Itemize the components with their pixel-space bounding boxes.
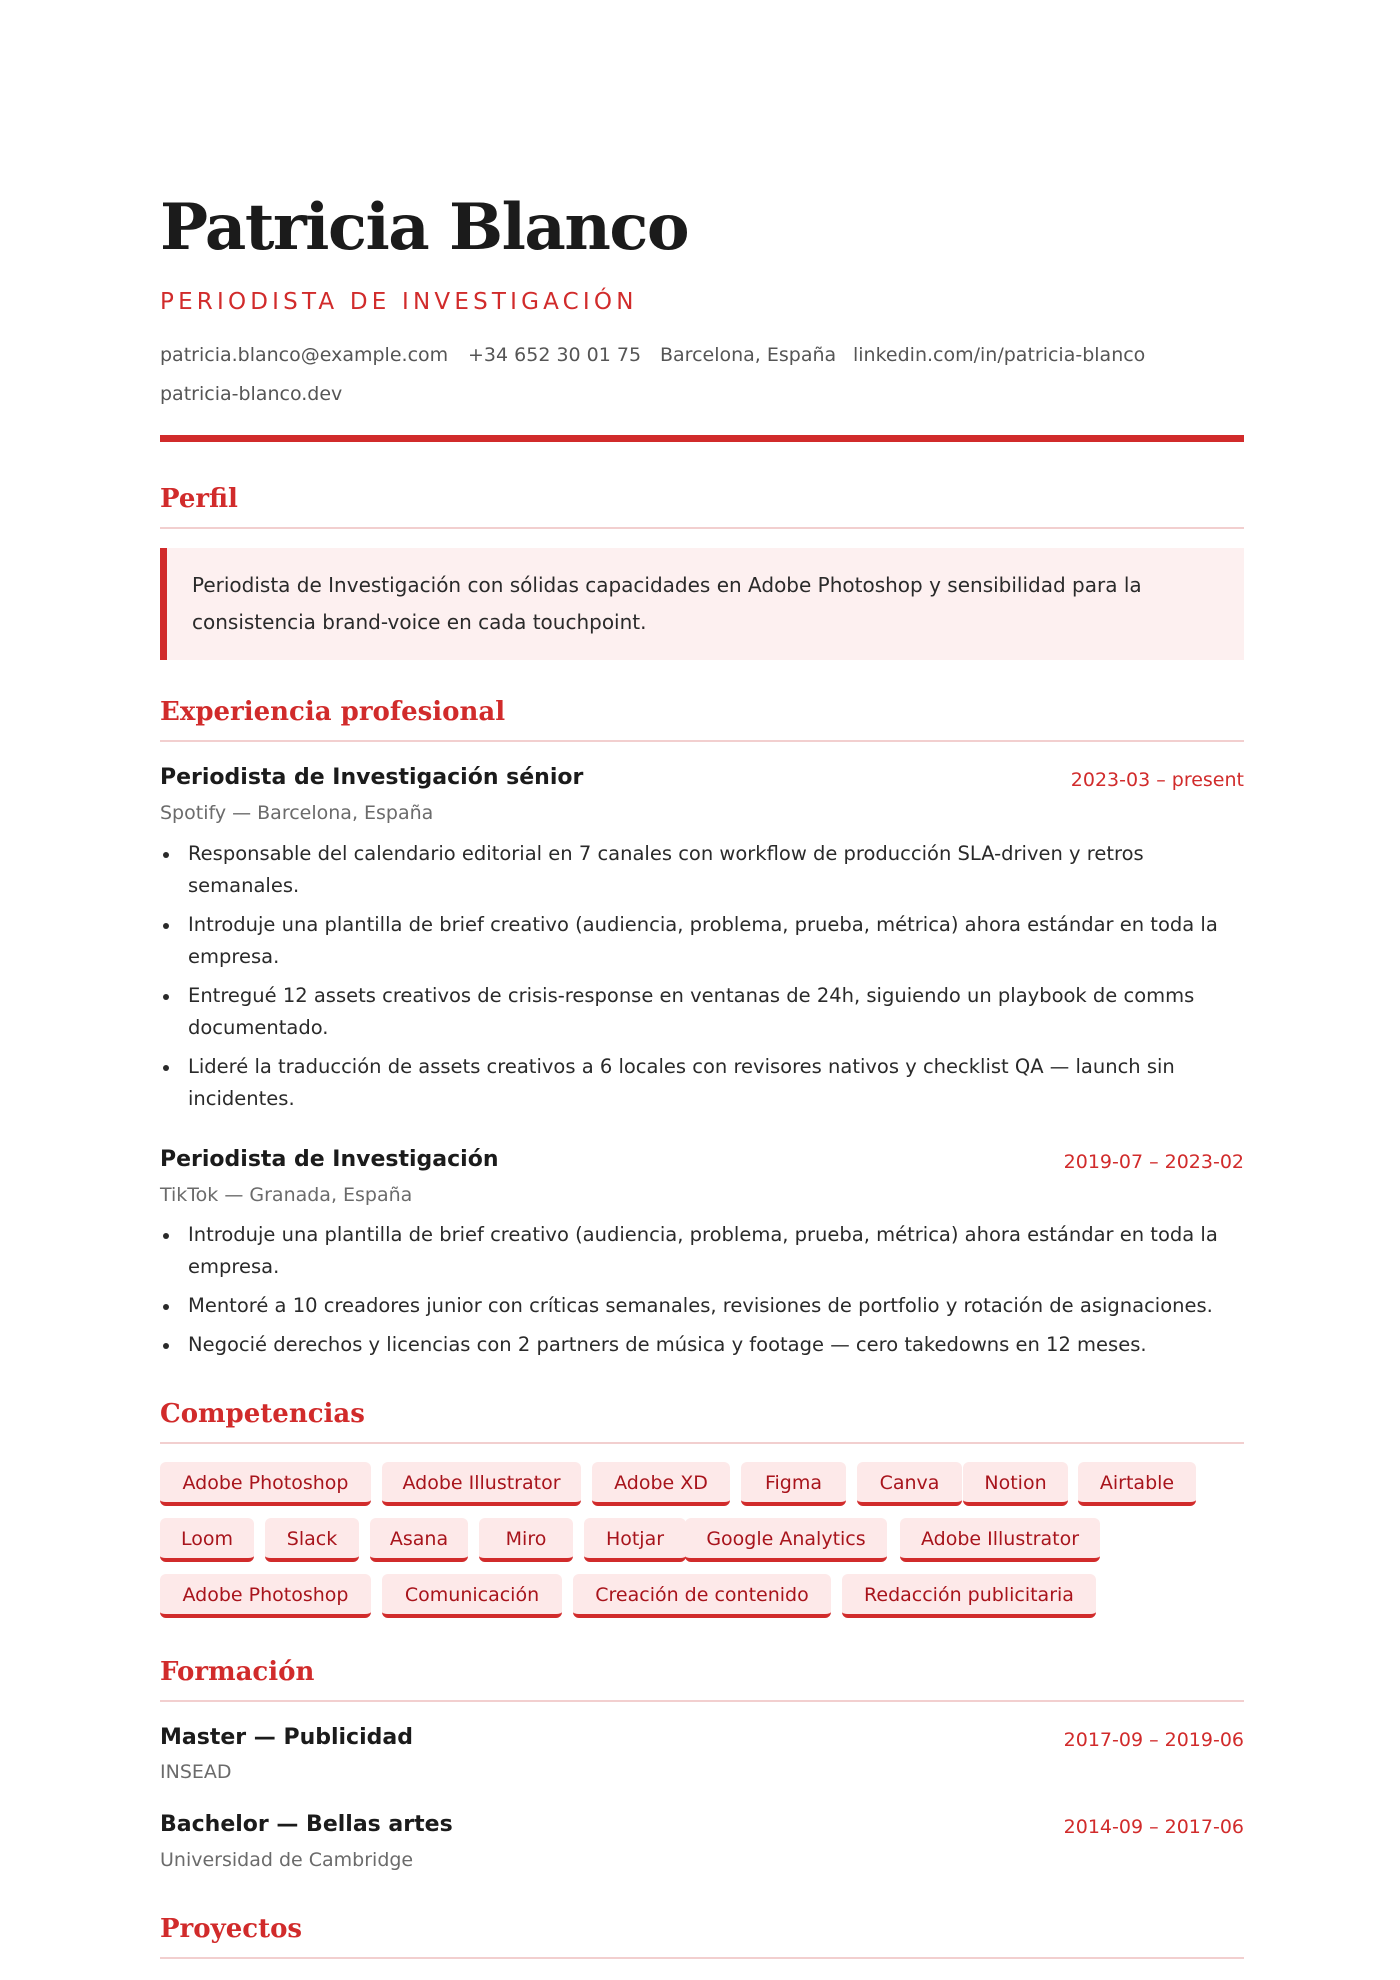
section-divider [160, 1957, 1244, 1959]
list-item: Introduje una plantilla de brief creativo (audiencia, problema, prueba, métrica) ahora estándar en toda la empresa. [160, 909, 1244, 973]
skill-chip: Figma [741, 1462, 846, 1506]
skill-chip: Adobe XD [592, 1462, 730, 1506]
skill-chip: Redacción publicitaria [842, 1574, 1096, 1618]
skill-chip: Creación de contenido [573, 1574, 831, 1618]
profile-summary-text: Periodista de Investigación con sólidas capacidades en Adobe Photoshop y sensibilidad para la consistencia brand-voice en cada touchpoint. [192, 573, 1142, 634]
list-item: Entregué 12 assets creativos de crisis-response en ventanas de 24h, siguiendo un playbook de comms documentado. [160, 980, 1244, 1044]
experience-title: Periodista de Investigación sénior [160, 765, 584, 790]
education-degree: Bachelor — Bellas artes [160, 1812, 453, 1837]
skill-chip: Hotjar [584, 1518, 686, 1562]
section-heading-education: Formación [160, 1657, 315, 1687]
skill-chip: Google Analytics [685, 1518, 887, 1562]
profile-summary-box [160, 548, 1244, 660]
list-item: Lideré la traducción de assets creativos a 6 locales con revisores nativos y checklist QA — launch sin incidentes. [160, 1051, 1244, 1115]
skill-chip: Miro [479, 1518, 573, 1562]
skill-chip: Adobe Illustrator [900, 1518, 1100, 1562]
education-school: Universidad de Cambridge [160, 1849, 414, 1871]
contact-location: Barcelona, España [660, 344, 837, 366]
section-divider [160, 1442, 1244, 1444]
section-heading-profile: Perfil [160, 484, 238, 514]
section-divider [160, 527, 1244, 529]
skill-chip: Asana [370, 1518, 468, 1562]
experience-organization: Spotify — Barcelona, España [160, 802, 434, 824]
skill-chip: Adobe Photoshop [160, 1462, 371, 1506]
education-degree: Master — Publicidad [160, 1725, 413, 1750]
experience-bullets [160, 1219, 1244, 1368]
skill-chip: Comunicación [382, 1574, 562, 1618]
education-dates: 2017-09 – 2019-06 [1063, 1729, 1244, 1751]
list-item: Responsable del calendario editorial en 7 canales con workflow de producción SLA-driven y retros semanales. [160, 838, 1244, 902]
skill-chip: Canva [857, 1462, 962, 1506]
skill-chip: Slack [265, 1518, 359, 1562]
skill-chip: Loom [160, 1518, 254, 1562]
section-heading-skills: Competencias [160, 1399, 365, 1429]
candidate-name: Patricia Blanco [160, 190, 689, 265]
experience-bullets [160, 838, 1244, 1122]
job-title-heading: PERIODISTA DE INVESTIGACIÓN [160, 289, 638, 315]
header-divider [160, 435, 1244, 442]
education-school: INSEAD [160, 1761, 232, 1783]
list-item: Negocié derechos y licencias con 2 partners de música y footage — cero takedowns en 12 meses. [160, 1329, 1244, 1361]
list-item: Introduje una plantilla de brief creativo (audiencia, problema, prueba, métrica) ahora estándar en toda la empresa. [160, 1219, 1244, 1283]
contact-website[interactable]: patricia-blanco.dev [160, 383, 343, 405]
experience-dates: 2023-03 – present [1070, 769, 1244, 791]
skill-chip: Notion [963, 1462, 1068, 1506]
skill-chip: Airtable [1078, 1462, 1196, 1506]
experience-title: Periodista de Investigación [160, 1147, 499, 1172]
education-dates: 2014-09 – 2017-06 [1063, 1816, 1244, 1838]
section-heading-projects: Proyectos [160, 1914, 303, 1944]
list-item: Mentoré a 10 creadores junior con críticas semanales, revisiones de portfolio y rotación de asignaciones. [160, 1290, 1244, 1322]
contact-phone[interactable]: +34 652 30 01 75 [468, 344, 642, 366]
section-heading-experience: Experiencia profesional [160, 697, 506, 727]
experience-dates: 2019-07 – 2023-02 [1063, 1151, 1244, 1173]
contact-email[interactable]: patricia.blanco@example.com [160, 344, 449, 366]
skill-chip: Adobe Photoshop [160, 1574, 371, 1618]
skill-chip: Adobe Illustrator [382, 1462, 581, 1506]
experience-organization: TikTok — Granada, España [160, 1184, 413, 1206]
section-divider [160, 740, 1244, 742]
section-divider [160, 1700, 1244, 1702]
contact-linkedin[interactable]: linkedin.com/in/patricia-blanco [853, 344, 1146, 366]
